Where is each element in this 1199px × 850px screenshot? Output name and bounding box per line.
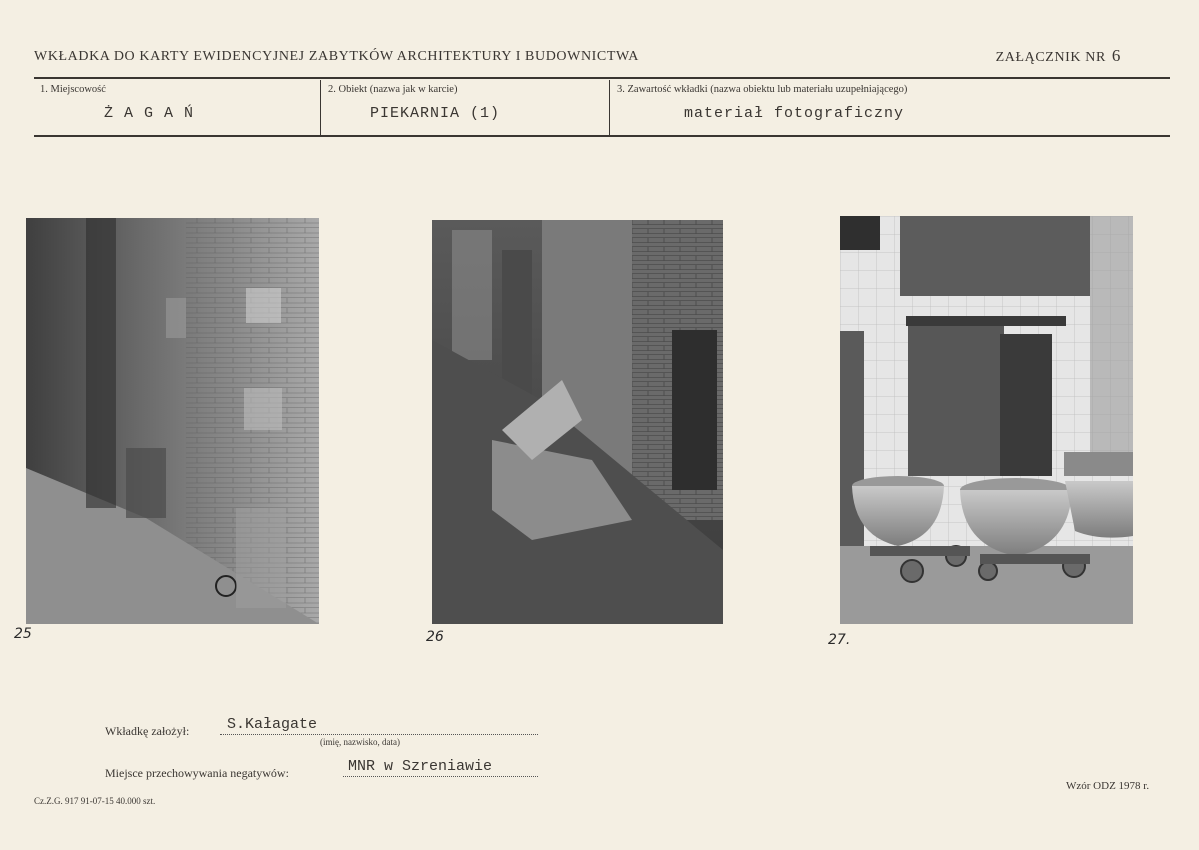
negatives-storage-label: Miejsce przechowywania negatywów: xyxy=(105,766,289,780)
negatives-storage-value: MNR w Szreniawie xyxy=(348,758,493,775)
created-by-value: S.Kałagate xyxy=(227,716,318,733)
locality-label: 1. Miejscowość xyxy=(40,84,106,95)
photo-25-number: 25 xyxy=(14,626,32,642)
created-by-hint: (imię, nazwisko, data) xyxy=(320,737,400,747)
field-divider-2 xyxy=(609,80,610,136)
created-by-dotline xyxy=(220,734,538,735)
attachment-label: ZAŁĄCZNIK NR xyxy=(995,50,1106,65)
photo-26-firebox xyxy=(432,220,723,624)
document-title: WKŁADKA DO KARTY EWIDENCYJNEJ ZABYTKÓW ARCHITEKTURY I BUDOWNICTWA xyxy=(34,49,639,64)
object-value: PIEKARNIA (1) xyxy=(370,105,501,122)
attachment-number-value: 6 xyxy=(1111,46,1121,65)
photo-26-number: 26 xyxy=(426,629,444,645)
header-top-rule xyxy=(34,77,1170,79)
photo-25-oven-wall xyxy=(26,218,319,624)
locality-value: Ż A G A Ń xyxy=(104,105,195,122)
attachment-number xyxy=(996,46,1121,66)
photo-27-number: 27. xyxy=(828,632,851,648)
photo-27-dough-bowls xyxy=(840,216,1133,624)
print-info: Cz.Z.G. 917 91-07-15 40.000 szt. xyxy=(34,796,156,806)
header-bottom-rule xyxy=(34,135,1170,137)
object-label: 2. Obiekt (nazwa jak w karcie) xyxy=(328,84,458,95)
storage-dotline xyxy=(343,776,538,777)
created-by-label: Wkładkę założył: xyxy=(105,724,190,738)
content-label: 3. Zawartość wkładki (nazwa obiektu lub materiału uzupełniającego) xyxy=(617,84,908,95)
content-value: materiał fotograficzny xyxy=(684,105,905,122)
field-divider-1 xyxy=(320,80,321,136)
form-model: Wzór ODZ 1978 r. xyxy=(1066,780,1150,792)
